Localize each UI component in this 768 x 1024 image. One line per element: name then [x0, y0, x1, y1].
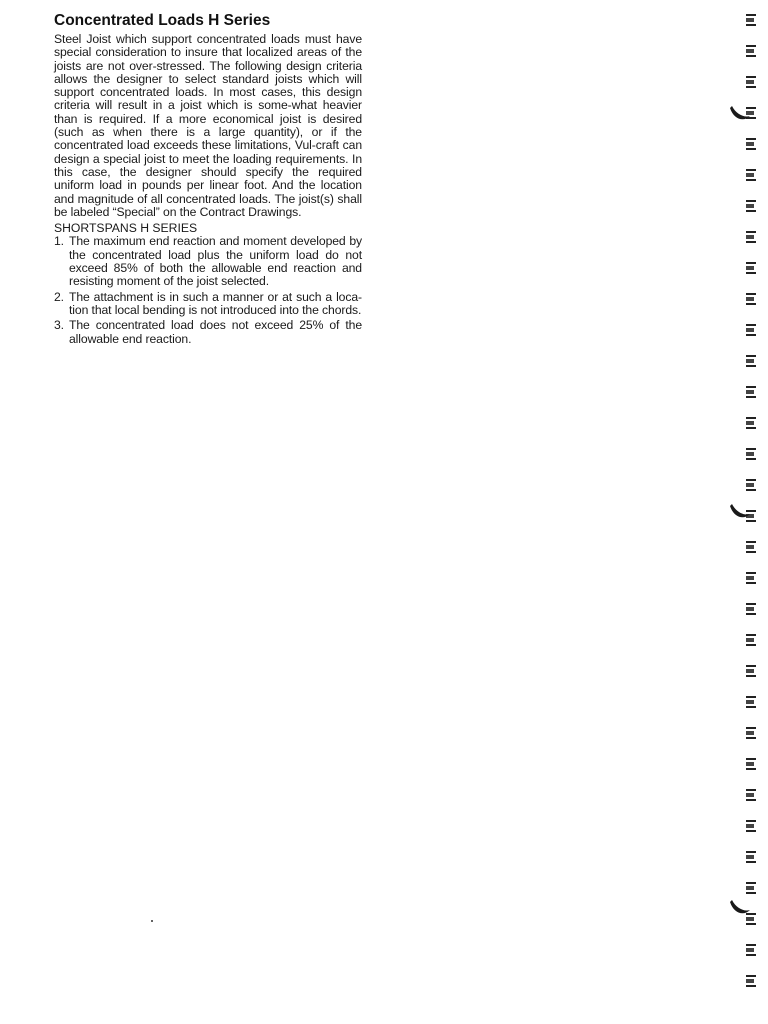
- binding-curl-icon: [728, 104, 752, 124]
- binding-hole-mark: [746, 293, 756, 305]
- list-item: [54, 291, 362, 318]
- series-subheading: SHORTSPANS H SERIES: [54, 221, 198, 236]
- binding-hole-mark: [746, 851, 756, 863]
- binding-hole-mark: [746, 572, 756, 584]
- conditions-list: [54, 235, 362, 345]
- binding-hole-mark: [746, 820, 756, 832]
- intro-paragraph: Steel Joist which support concentrated loads must have special consideration to insure that localized areas of the joists are not over-stressed. The following design criteria allows the designer to select standard joists which will support concentrated loads. In most cases, this design criteria will result in a joist which is some-what heavier than is required. If a more economical joist is desired (such as when there is a large quantity), or if the concentrated load exceeds these limitations, Vul-craft can design a special joist to meet the loading requirements. In this case, the designer should specify the required uniform load in pounds per linear foot. And the location and magnitude of all concentrated loads. The joist(s) shall be labeled “Special” on the Contract Drawings.: [54, 32, 362, 219]
- binding-hole-mark: [746, 14, 756, 26]
- binding-curl-icon: [728, 898, 752, 918]
- list-item-text: The concentrated load does not exceed 25% of the allowable end reaction.: [69, 318, 362, 346]
- binding-hole-mark: [746, 200, 756, 212]
- binding-hole-mark: [746, 355, 756, 367]
- binding-hole-mark: [746, 975, 756, 987]
- binding-hole-mark: [746, 789, 756, 801]
- list-item-text: The attachment is in such a manner or at such a loca-tion that local bending is not introduced into the chords.: [69, 289, 362, 317]
- binding-hole-mark: [746, 665, 756, 677]
- binding-hole-mark: [746, 386, 756, 398]
- scan-speck: [151, 920, 153, 922]
- binding-hole-mark: [746, 417, 756, 429]
- binding-hole-mark: [746, 169, 756, 181]
- binding-hole-mark: [746, 262, 756, 274]
- list-item-text: The maximum end reaction and moment developed by the concentrated load plus the uniform load do not exceed 85% of both the allowable end reaction and resisting moment of the joist selected.: [69, 234, 362, 289]
- list-item-number: 3.: [54, 318, 64, 333]
- list-item-number: 2.: [54, 289, 64, 304]
- binding-hole-mark: [746, 324, 756, 336]
- binding-hole-mark: [746, 541, 756, 553]
- binding-hole-mark: [746, 76, 756, 88]
- binding-curl-icon: [728, 502, 752, 522]
- binding-hole-mark: [746, 45, 756, 57]
- list-item-number: 1.: [54, 234, 64, 249]
- binding-hole-mark: [746, 727, 756, 739]
- binding-hole-mark: [746, 758, 756, 770]
- list-item: [54, 235, 362, 288]
- binding-hole-mark: [746, 696, 756, 708]
- document-body: [54, 12, 362, 348]
- section-heading: Concentrated Loads H Series: [54, 12, 271, 29]
- binding-hole-mark: [746, 882, 756, 894]
- list-item: [54, 319, 362, 346]
- binding-hole-mark: [746, 448, 756, 460]
- binding-hole-mark: [746, 944, 756, 956]
- binding-hole-mark: [746, 603, 756, 615]
- binding-hole-mark: [746, 634, 756, 646]
- binding-hole-mark: [746, 479, 756, 491]
- binding-hole-mark: [746, 138, 756, 150]
- binding-hole-mark: [746, 231, 756, 243]
